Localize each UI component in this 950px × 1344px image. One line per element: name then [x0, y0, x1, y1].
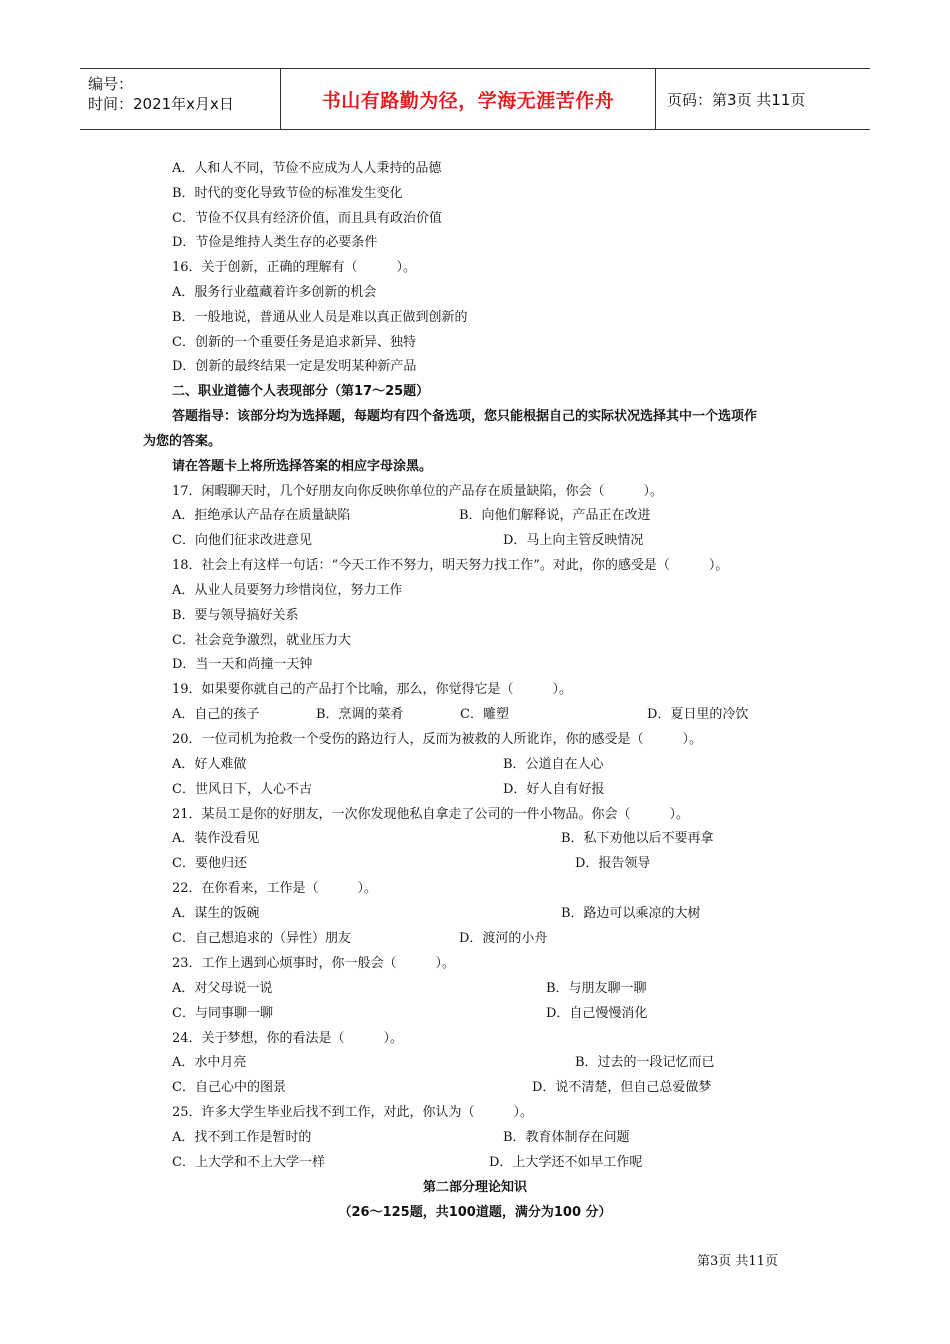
text-line-l31a: A．谋生的饭碗 [172, 906, 260, 921]
text-line-l13: 请在答题卡上将所选择答案的相应字母涂黑。 [172, 459, 433, 474]
text-line-l37b: B．过去的一段记忆而已 [575, 1055, 715, 1070]
text-line-l10: 二、职业道德个人表现部分（第17～25题） [172, 384, 430, 399]
text-line-l20: C．社会竞争激烈，就业压力大 [172, 633, 351, 648]
text-line-l7: B．一般地说，普通从业人员是难以真正做到创新的 [172, 310, 468, 325]
text-line-l32a: C．自己想追求的（异性）朋友 [172, 931, 351, 946]
text-line-l39: 25．许多大学生毕业后找不到工作，对此，你认为（ ）。 [172, 1105, 534, 1120]
text-line-l15b: B．向他们解释说，产品正在改进 [459, 508, 651, 523]
text-line-l16b: D．马上向主管反映情况 [503, 533, 644, 548]
header-meta [80, 69, 280, 129]
text-line-l19: B．要与领导搞好关系 [172, 608, 299, 623]
text-line-l40b: B．教育体制存在问题 [503, 1130, 630, 1145]
text-line-l22: 19．如果要你就自己的产品打个比喻，那么，你觉得它是（ ）。 [172, 682, 573, 697]
text-line-l33: 23．工作上遇到心烦事时，你一般会（ ）。 [172, 956, 456, 971]
text-line-l3: C．节俭不仅具有经济价值，而且具有政治价值 [172, 211, 442, 226]
header-motto-cell [280, 69, 656, 129]
text-line-l37a: A．水中月亮 [172, 1055, 247, 1070]
text-line-l38b: D．说不清楚，但自己总爱做梦 [532, 1080, 712, 1095]
text-line-l17: 18．社会上有这样一句话：“今天工作不努力，明天努力找工作”。对此，你的感受是（ ）。 [172, 558, 729, 573]
text-line-l23c: C．雕塑 [460, 707, 509, 722]
text-line-l38a: C．自己心中的图景 [172, 1080, 286, 1095]
text-line-l32b: D．渡河的小舟 [459, 931, 548, 946]
header-page-info: 页码：第3页 共11页 [667, 90, 806, 109]
text-line-l14: 17．闲暇聊天时，几个好朋友向你反映你单位的产品存在质量缺陷，你会（ ）。 [172, 484, 664, 499]
text-line-l16: C．向他们征求改进意见 [172, 533, 312, 548]
text-line-l27: 21．某员工是你的好朋友，一次你发现他私自拿走了公司的一件小物品。你会（ ）。 [172, 807, 690, 822]
text-line-l28a: A．装作没看见 [172, 831, 260, 846]
text-line-l36: 24．关于梦想，你的看法是（ ）。 [172, 1031, 404, 1046]
text-line-l41b: D．上大学还不如早工作呢 [489, 1155, 643, 1170]
text-line-l35b: D．自己慢慢消化 [546, 1006, 648, 1021]
text-line-l12: 为您的答案。 [143, 434, 222, 449]
text-line-l23a: A．自己的孩子 [172, 707, 260, 722]
text-line-l40a: A．找不到工作是暂时的 [172, 1130, 312, 1145]
text-line-l26a: C．世风日下，人心不古 [172, 782, 312, 797]
text-line-l2: B．时代的变化导致节俭的标准发生变化 [172, 186, 403, 201]
text-line-l43: （26～125题，共100道题，满分为100 分） [338, 1205, 612, 1220]
footer-page-info: 第3页 共11页 [697, 1254, 778, 1269]
serial-label: 编号： [88, 75, 134, 93]
text-line-l35a: C．与同事聊一聊 [172, 1006, 273, 1021]
text-line-l23d: D．夏日里的冷饮 [647, 707, 749, 722]
text-line-l34b: B．与朋友聊一聊 [546, 981, 647, 996]
motto: 书山有路勤为径，学海无涯苦作舟 [321, 89, 615, 112]
page-header [80, 68, 870, 130]
text-line-l25b: B．公道自在人心 [503, 757, 604, 772]
text-line-l11: 答题指导：该部分均为选择题，每题均有四个备选项，您只能根据自己的实际状况选择其中一个选项作 [172, 409, 758, 424]
text-line-l29a: C．要他归还 [172, 856, 247, 871]
text-line-l31b: B．路边可以乘凉的大树 [561, 906, 701, 921]
text-line-l42: 第二部分理论知识 [422, 1180, 527, 1195]
header-page-cell [655, 69, 870, 129]
text-line-l30: 22．在你看来，工作是（ ）。 [172, 881, 378, 896]
text-line-l25a: A．好人难做 [172, 757, 247, 772]
text-line-l29b: D．报告领导 [575, 856, 651, 871]
time-label: 时间：2021年x月x日 [88, 95, 234, 113]
text-line-l18: A．从业人员要努力珍惜岗位，努力工作 [172, 583, 403, 598]
text-line-l9: D．创新的最终结果一定是发明某种新产品 [172, 359, 417, 374]
text-line-l5: 16．关于创新，正确的理解有（ ）。 [172, 260, 417, 275]
text-line-l1: A．人和人不同，节俭不应成为人人秉持的品德 [172, 161, 442, 176]
text-line-l24: 20．一位司机为抢救一个受伤的路边行人，反而为被救的人所讹诈，你的感受是（ ）。 [172, 732, 703, 747]
text-line-l21: D．当一天和尚撞一天钟 [172, 657, 313, 672]
text-line-l34a: A．对父母说一说 [172, 981, 273, 996]
text-line-l28b: B．私下劝他以后不要再拿 [561, 831, 714, 846]
text-line-l6: A．服务行业蕴藏着许多创新的机会 [172, 285, 377, 300]
text-line-l8: C．创新的一个重要任务是追求新异、独特 [172, 335, 416, 350]
text-line-l4: D．节俭是维持人类生存的必要条件 [172, 235, 378, 250]
text-line-l26b: D．好人自有好报 [503, 782, 605, 797]
text-line-l15: A．拒绝承认产品存在质量缺陷 [172, 508, 351, 523]
text-line-l41a: C．上大学和不上大学一样 [172, 1155, 325, 1170]
text-line-l23b: B．烹调的菜肴 [316, 707, 404, 722]
